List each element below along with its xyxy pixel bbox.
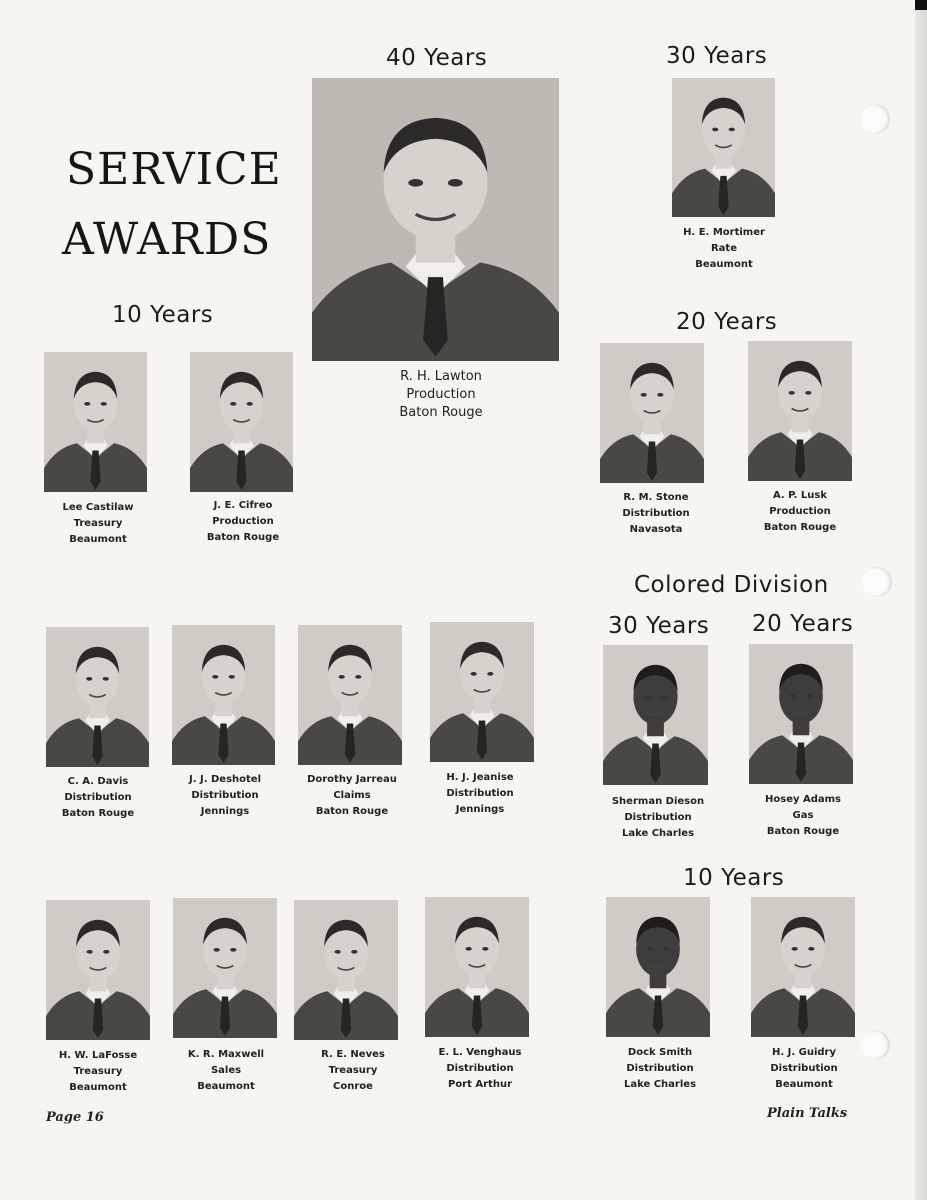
caption-dorothy-jarreau <box>282 772 422 820</box>
heading-colored-10-years: 10 Years <box>683 865 785 891</box>
person-location: Jennings <box>200 806 250 817</box>
portrait-photo <box>606 897 710 1037</box>
person-name: H. J. Guidry <box>771 1047 836 1058</box>
person-department: Distribution <box>446 788 514 799</box>
portrait-photo <box>749 644 853 784</box>
person-department: Distribution <box>191 790 259 801</box>
caption-dock-smith <box>590 1045 730 1093</box>
person-name: R. M. Stone <box>623 492 689 503</box>
person-location: Baton Rouge <box>399 405 483 420</box>
paper-edge <box>915 0 927 1200</box>
person-location: Beaumont <box>695 259 753 270</box>
person-department: Treasury <box>73 518 123 529</box>
person-department: Sales <box>210 1065 242 1076</box>
heading-colored-20-years: 20 Years <box>752 611 854 637</box>
portrait-photo <box>172 625 275 765</box>
heading-10-years: 10 Years <box>112 302 214 328</box>
heading-40-years: 40 Years <box>386 45 488 71</box>
portrait-photo <box>672 78 775 217</box>
heading-20-years: 20 Years <box>676 309 778 335</box>
person-name: H. J. Jeanise <box>446 772 514 783</box>
portrait-photo <box>430 622 534 762</box>
caption-h-j-jeanise <box>410 770 550 818</box>
page-number: Page 16 <box>46 1110 104 1125</box>
punch-hole <box>862 567 892 597</box>
person-location: Jennings <box>455 804 505 815</box>
person-location: Baton Rouge <box>61 808 135 819</box>
person-name: A. P. Lusk <box>772 490 828 501</box>
caption-r-h-lawton <box>356 368 526 422</box>
portrait-photo <box>600 343 704 483</box>
person-location: Navasota <box>629 524 683 535</box>
person-name: R. H. Lawton <box>400 369 482 384</box>
person-department: Production <box>769 506 831 517</box>
portrait-photo <box>603 645 708 785</box>
person-location: Port Arthur <box>447 1079 512 1090</box>
person-department: Distribution <box>64 792 132 803</box>
person-department: Distribution <box>626 1063 694 1074</box>
portrait-photo <box>298 625 402 765</box>
person-name: E. L. Venghaus <box>438 1047 522 1058</box>
caption-h-w-lafosse <box>28 1048 168 1096</box>
publication-name: Plain Talks <box>767 1106 848 1121</box>
person-name: J. E. Cifreo <box>213 500 273 511</box>
caption-sherman-dieson <box>588 794 728 842</box>
person-department: Gas <box>792 810 814 821</box>
person-location: Baton Rouge <box>206 532 280 543</box>
person-name: Sherman Dieson <box>611 796 705 807</box>
person-department: Rate <box>710 243 737 254</box>
person-location: Beaumont <box>69 1082 127 1093</box>
portrait-photo <box>173 898 277 1038</box>
person-name: H. E. Mortimer <box>683 227 765 238</box>
caption-lee-castilaw <box>28 500 168 548</box>
person-location: Beaumont <box>775 1079 833 1090</box>
portrait-photo <box>748 341 852 481</box>
person-department: Distribution <box>446 1063 514 1074</box>
caption-k-r-maxwell <box>156 1047 296 1095</box>
heading-30-years: 30 Years <box>666 43 768 69</box>
person-location: Lake Charles <box>623 1079 697 1090</box>
person-name: Dorothy Jarreau <box>307 774 397 785</box>
person-location: Beaumont <box>197 1081 255 1092</box>
person-location: Baton Rouge <box>763 522 837 533</box>
person-name: R. E. Neves <box>321 1049 385 1060</box>
heading-colored-30-years: 30 Years <box>608 613 710 639</box>
portrait-photo <box>190 352 293 492</box>
person-department: Treasury <box>73 1066 123 1077</box>
person-location: Baton Rouge <box>766 826 840 837</box>
person-location: Baton Rouge <box>315 806 389 817</box>
page-title-service: SERVICE <box>66 144 282 195</box>
person-name: Dock Smith <box>627 1047 693 1058</box>
person-department: Production <box>212 516 274 527</box>
caption-j-j-deshotel <box>155 772 295 820</box>
portrait-photo <box>46 900 150 1040</box>
person-department: Distribution <box>770 1063 838 1074</box>
caption-r-e-neves <box>283 1047 423 1095</box>
person-department: Treasury <box>328 1065 378 1076</box>
page-title-awards: AWARDS <box>62 214 272 265</box>
portrait-photo <box>44 352 147 492</box>
caption-h-e-mortimer <box>654 225 794 273</box>
caption-j-e-cifreo <box>173 498 313 546</box>
person-name: C. A. Davis <box>67 776 129 787</box>
caption-r-m-stone <box>586 490 726 538</box>
person-department: Production <box>406 387 476 402</box>
punch-hole <box>860 104 890 134</box>
caption-hosey-adams <box>733 792 873 840</box>
heading-colored-division: Colored Division <box>634 572 829 598</box>
person-name: K. R. Maxwell <box>187 1049 265 1060</box>
person-department: Claims <box>333 790 371 801</box>
portrait-photo <box>46 627 149 767</box>
caption-e-l-venghaus <box>410 1045 550 1093</box>
person-location: Beaumont <box>69 534 127 545</box>
person-name: J. J. Deshotel <box>188 774 262 785</box>
person-location: Conroe <box>333 1081 373 1092</box>
caption-a-p-lusk <box>730 488 870 536</box>
portrait-photo <box>425 897 529 1037</box>
person-department: Distribution <box>622 508 690 519</box>
portrait-photo <box>751 897 855 1037</box>
caption-h-j-guidry <box>734 1045 874 1093</box>
person-name: H. W. LaFosse <box>58 1050 138 1061</box>
portrait-photo <box>312 78 559 361</box>
person-department: Distribution <box>624 812 692 823</box>
person-location: Lake Charles <box>621 828 695 839</box>
person-name: Lee Castilaw <box>62 502 134 513</box>
portrait-photo <box>294 900 398 1040</box>
person-name: Hosey Adams <box>765 794 841 805</box>
corner-mark <box>915 0 927 10</box>
caption-c-a-davis <box>28 774 168 822</box>
